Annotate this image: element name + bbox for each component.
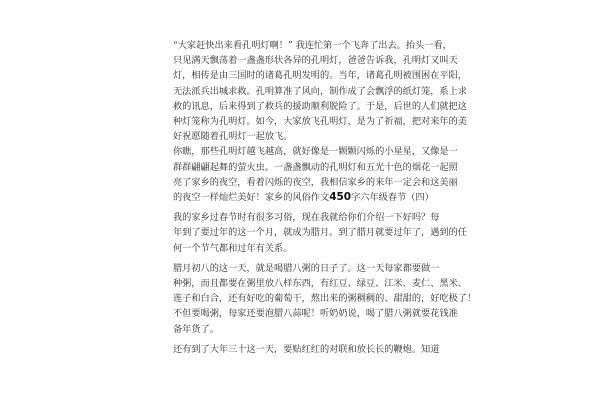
text-line: 还有到了大年三十这一天，要贴红红的对联和放长长的鞭炮。知道 [173,343,440,355]
section-heading: 字六年级春节（四） [351,192,434,204]
text-line: 好祝愿随着孔明灯一起放飞。 [173,131,293,143]
text-line: 腊月初八的这一天，就是喝腊八粥的日子了。这一天每家都要做一 [173,262,440,274]
text-line: “大家赶快出来看孔明灯啊！” 我连忙第一个飞奔了出去。抬头一看， [173,40,452,51]
text-line: 种粥，而且都要在粥里放八样东西，有红豆、绿豆、江米、麦仁、黑米、 [173,278,467,290]
text-line: 年到了要过年的这一个月，就成为腊月。到了腊月就要过年了，遇到的任 [173,227,467,239]
text-line-with-heading [173,190,434,205]
text-line: 无法派兵出城求救。孔明算准了风向，制作成了会飘浮的纸灯笼，系上求 [173,85,467,97]
text-column [173,38,477,357]
text-line: 救的讯息，后来得到了救兵的援助顺利脱险了。于是，后世的人们就把这 [173,100,467,112]
paragraph-lantern-sky [173,144,458,205]
paragraph-laba [173,261,477,337]
text-line: 亮了家乡的夜空，看着闪烁的夜空，我相信家乡的来年一定会和这美丽 [173,176,458,188]
text-line: 莲子和白合，还有好吃的葡萄干，熬出来的粥稠稠的、甜甜的，好吃极了！ [173,293,477,305]
text-line: 不但要喝粥，每家还要泡腊八蒜呢！听奶奶说，喝了腊八粥就要花钱准 [173,308,458,320]
text-line: 灯，相传是由三国时的诸葛孔明发明的。当年，诸葛孔明被围困在平阳， [173,70,467,82]
text-line: 群群翩翩起舞的萤火虫。一盏盏飘动的孔明灯和五光十色的烟花一起照 [173,161,458,173]
paragraph-new-year-eve [173,342,440,357]
word-count-number: 450 [329,191,352,204]
text-line: 我的家乡过春节时有很多习俗，现在我就给你们介绍一下好吗？每 [173,212,440,224]
paragraph-intro [173,210,467,256]
text-line: 你瞧，那些孔明灯越飞越高，就好像是一颗颗闪烁的小星星，又像是一 [173,146,458,158]
text-line: 备年货了。 [173,323,219,335]
line-prefix: 的夜空一样灿烂美好！家乡的风俗作文 [173,192,330,204]
text-line: 何一个节气都和过年有关系。 [173,242,293,254]
text-line: 种灯笼称为孔明灯。如今，大家放飞孔明灯，是为了祈福，把对来年的美 [173,116,467,128]
text-line: 只见满天飘荡着一盏盏形状各异的孔明灯，爸爸告诉我，孔明灯又叫天 [173,55,458,67]
paragraph-lantern-story [173,38,467,144]
